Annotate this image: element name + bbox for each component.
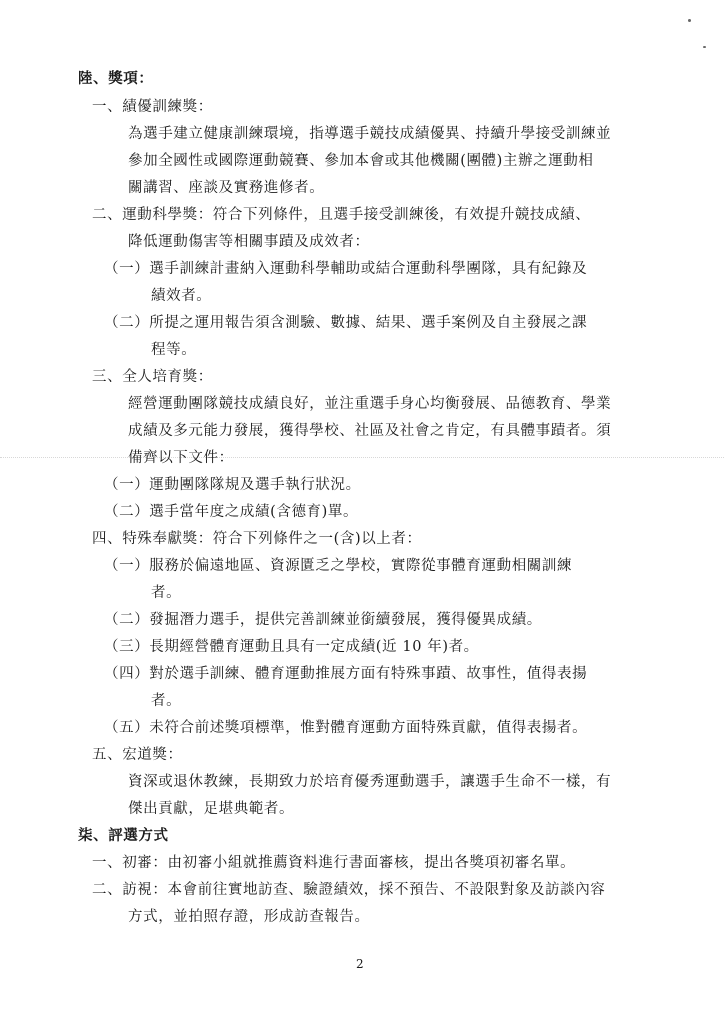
- text-line: （一）選手訓練計畫納入運動科學輔助或結合運動科學團隊，具有紀錄及: [104, 261, 588, 277]
- text-line: 為選手建立健康訓練環境，指導選手競技成績優異、持續升學接受訓練並: [128, 126, 612, 142]
- text-line: （二）發掘潛力選手，提供完善訓練並銜續發展，獲得優異成績。: [104, 612, 542, 628]
- text-line: 方式，並拍照存證，形成訪查報告。: [128, 909, 370, 925]
- scan-artifact-rule: [0, 457, 724, 458]
- text-line: （一）服務於偏遠地區、資源匱乏之學校，實際從事體育運動相關訓練: [104, 558, 573, 574]
- text-line: 備齊以下文件：: [128, 450, 234, 466]
- text-line: 經營運動團隊競技成績良好，並注重選手身心均衡發展、品德教育、學業: [128, 396, 612, 412]
- text-line: （二）選手當年度之成績(含德育)單。: [104, 504, 359, 520]
- text-line: 一、績優訓練獎：: [92, 99, 213, 115]
- text-line: （三）長期經營體育運動且具有一定成績(近 10 年)者。: [104, 639, 479, 655]
- text-line: 參加全國性或國際運動競賽、參加本會或其他機關(團體)主辦之運動相: [128, 153, 594, 169]
- text-line: 者。: [151, 585, 182, 601]
- text-line: 關講習、座談及實務進修者。: [128, 180, 325, 196]
- text-line: （二）所提之運用報告須含測驗、數據、結果、選手案例及自主發展之課: [104, 315, 588, 331]
- section-heading: 柒、評選方式: [78, 827, 169, 844]
- section-heading: 陸、獎項：: [78, 70, 154, 87]
- text-line: 三、全人培育獎：: [92, 369, 213, 385]
- text-line: 二、運動科學獎：符合下列條件，且選手接受訓練後，有效提升競技成績、: [92, 207, 591, 223]
- text-line: 降低運動傷害等相關事蹟及成效者：: [128, 234, 370, 250]
- page-number: 2: [356, 957, 364, 971]
- text-line: 者。: [151, 693, 182, 709]
- text-line: 績效者。: [151, 288, 212, 304]
- text-line: 五、宏道獎：: [92, 747, 183, 763]
- text-line: （四）對於選手訓練、體育運動推展方面有特殊事蹟、故事性，值得表揚: [104, 666, 588, 682]
- scan-speck: [703, 46, 706, 48]
- text-line: 傑出貢獻，足堪典範者。: [128, 801, 295, 817]
- text-line: 二、訪視：本會前往實地訪查、驗證績效，採不預告、不設限對象及訪談內容: [92, 882, 606, 898]
- text-line: （一）運動團隊隊規及選手執行狀況。: [104, 477, 361, 493]
- text-line: （五）未符合前述獎項標準，惟對體育運動方面特殊貢獻，值得表揚者。: [104, 720, 588, 736]
- text-line: 資深或退休教練，長期致力於培育優秀運動選手，讓選手生命不一樣，有: [128, 774, 612, 790]
- text-line: 成績及多元能力發展，獲得學校、社區及社會之肯定，有具體事蹟者。須: [128, 423, 612, 439]
- scan-speck: [688, 19, 691, 22]
- text-line: 四、特殊奉獻獎：符合下列條件之一(含)以上者：: [92, 531, 422, 547]
- text-line: 一、初審：由初審小組就推薦資料進行書面審核，提出各獎項初審名單。: [92, 855, 576, 871]
- text-line: 程等。: [151, 342, 197, 358]
